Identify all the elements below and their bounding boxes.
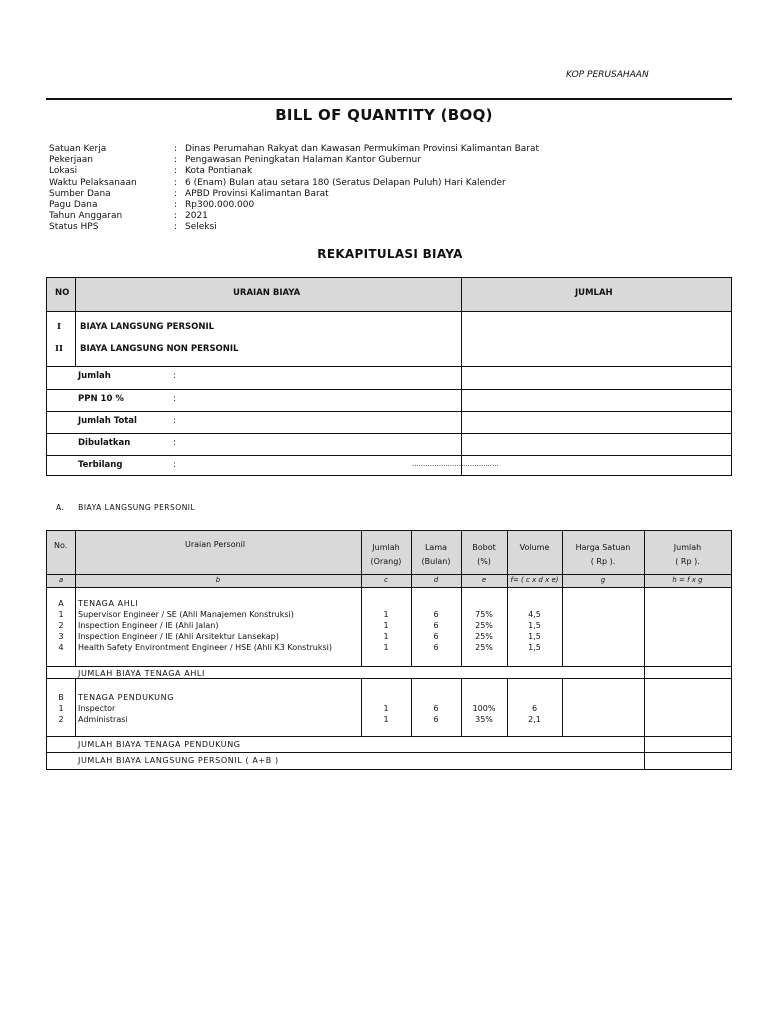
grand-total-personil: JUMLAH BIAYA LANGSUNG PERSONIL ( A+B ) — [78, 756, 279, 765]
info-sep: : — [174, 200, 178, 211]
row-no: 4 — [58, 643, 64, 652]
row-orang: 1 — [383, 715, 389, 724]
info-value: Pengawasan Peningkatan Halaman Kantor Gubernur — [185, 155, 421, 166]
pers-header-harga-unit: ( Rp ). — [590, 557, 616, 566]
code-c: c — [384, 576, 388, 584]
code-f: f= ( c x d x e) — [510, 576, 559, 584]
info-row — [49, 155, 539, 166]
kop-perusahaan: KOP PERUSAHAAN — [566, 70, 649, 80]
pers-col-divider — [75, 531, 76, 667]
info-label: Pekerjaan — [49, 155, 94, 166]
pers-header-lama-unit: (Bulan) — [421, 557, 451, 566]
row-bobot: 25% — [475, 632, 493, 641]
info-label: Lokasi — [49, 166, 78, 177]
recap-item-no: I — [57, 322, 61, 332]
pers-header-jumlahrp: Jumlah — [673, 543, 702, 552]
recap-item-label: BIAYA LANGSUNG PERSONIL — [80, 322, 215, 332]
row-volume: 1,5 — [528, 632, 541, 641]
info-label: Pagu Dana — [49, 200, 98, 211]
pers-header-jumlahrp-unit: ( Rp ). — [675, 557, 700, 566]
info-row — [49, 222, 539, 233]
row-bulan: 6 — [433, 704, 439, 713]
pers-header-uraian: Uraian Personil — [185, 540, 246, 549]
info-value: Seleksi — [185, 222, 217, 233]
pers-row-divider — [47, 678, 731, 679]
row-no: 2 — [58, 621, 64, 630]
personnel-table — [46, 530, 732, 770]
row-bulan: 6 — [433, 643, 439, 652]
row-name: Supervisor Engineer / SE (Ahli Manajemen Konstruksi) — [78, 610, 294, 619]
recap-total-label: PPN 10 % — [78, 394, 124, 404]
info-sep: : — [174, 166, 178, 177]
row-orang: 1 — [383, 643, 389, 652]
row-bobot: 75% — [475, 610, 493, 619]
info-sep: : — [174, 222, 178, 233]
code-d: d — [433, 576, 439, 584]
group-a-title: TENAGA AHLI — [78, 599, 139, 608]
pers-header-bobot: Bobot — [472, 543, 496, 552]
pers-header-lama: Lama — [424, 543, 448, 552]
terbilang-dots: ....................................... — [412, 460, 499, 468]
recap-total-label: Dibulatkan — [78, 438, 131, 448]
row-volume: 1,5 — [528, 643, 541, 652]
recap-total-label: Jumlah Total — [78, 416, 137, 426]
group-a-code: A — [58, 599, 64, 608]
recap-header-no: NO — [55, 288, 70, 298]
row-orang: 1 — [383, 621, 389, 630]
row-no: 2 — [58, 715, 64, 724]
row-bobot: 25% — [475, 621, 493, 630]
row-name: Inspector — [78, 704, 116, 713]
code-g: g — [600, 576, 606, 584]
info-sep: : — [174, 144, 178, 154]
info-row — [49, 200, 539, 211]
recap-row-divider — [47, 455, 731, 456]
recap-header-jumlah: JUMLAH — [575, 288, 613, 298]
code-a: a — [58, 576, 64, 584]
row-bulan: 6 — [433, 610, 439, 619]
info-value: 6 (Enam) Bulan atau setara 180 (Seratus Delapan Puluh) Hari Kalender — [185, 177, 506, 188]
info-row — [49, 178, 539, 189]
recap-row-divider — [47, 366, 731, 367]
pers-header-harga: Harga Satuan — [575, 543, 631, 552]
row-bobot: 25% — [475, 643, 493, 652]
header-divider — [46, 98, 732, 100]
code-b: b — [215, 576, 221, 584]
recap-item-label: BIAYA LANGSUNG NON PERSONIL — [80, 344, 239, 354]
row-volume: 1,5 — [528, 621, 541, 630]
recap-header — [47, 278, 731, 312]
recap-total-sep: : — [173, 371, 176, 381]
info-value: Rp300.000.000 — [185, 200, 255, 211]
recap-total-sep: : — [173, 460, 176, 470]
code-e: e — [481, 576, 487, 584]
section-a-title: BIAYA LANGSUNG PERSONIL — [78, 503, 196, 512]
row-no: 3 — [58, 632, 64, 641]
recap-item-no: II — [55, 344, 63, 354]
pers-header-no: No. — [54, 541, 68, 550]
row-orang: 1 — [383, 610, 389, 619]
recap-row-divider — [47, 411, 731, 412]
row-name: Inspection Engineer / IE (Ahli Jalan) — [78, 621, 219, 630]
pers-header-bobot-unit: (%) — [477, 557, 491, 566]
row-orang: 1 — [383, 704, 389, 713]
section-a-letter: A. — [56, 503, 65, 512]
pers-header-volume: Volume — [519, 543, 550, 552]
section-a-heading — [56, 503, 195, 512]
row-name: Inspection Engineer / IE (Ahli Arsitektur Lansekap) — [78, 632, 279, 641]
info-label: Satuan Kerja — [49, 144, 107, 154]
pers-row-divider — [47, 587, 731, 588]
row-volume: 4,5 — [528, 610, 541, 619]
info-sep: : — [174, 155, 178, 166]
row-no: 1 — [58, 704, 64, 713]
recap-total-sep: : — [173, 416, 176, 426]
info-label: Status HPS — [49, 222, 99, 233]
pers-row-divider — [47, 752, 731, 753]
pers-col-divider — [562, 679, 563, 737]
info-row — [49, 211, 539, 222]
row-name: Health Safety Environtment Engineer / HSE (Ahli K3 Konstruksi) — [78, 643, 332, 652]
pers-row-divider — [47, 736, 731, 737]
recap-title: REKAPITULASI BIAYA — [317, 247, 463, 261]
recap-row-divider — [47, 433, 731, 434]
group-b-title: TENAGA PENDUKUNG — [78, 693, 175, 702]
subtotal-tenaga-ahli: JUMLAH BIAYA TENAGA AHLI — [78, 669, 205, 678]
recap-header-uraian: URAIAN BIAYA — [233, 288, 301, 298]
recap-total-label: Jumlah — [78, 371, 111, 381]
row-orang: 1 — [383, 632, 389, 641]
row-volume: 6 — [531, 704, 538, 713]
recap-total-label: Terbilang — [78, 460, 123, 470]
pers-header-jumlah: Jumlah — [372, 543, 400, 552]
project-info — [49, 144, 539, 234]
code-h: h = f x g — [672, 576, 703, 584]
info-value: 2021 — [185, 211, 208, 222]
info-sep: : — [174, 177, 178, 188]
recap-total-sep: : — [173, 394, 176, 404]
subtotal-tenaga-pendukung: JUMLAH BIAYA TENAGA PENDUKUNG — [78, 740, 241, 749]
row-bulan: 6 — [433, 632, 439, 641]
recap-col-divider — [461, 278, 462, 475]
recap-col-divider — [75, 278, 76, 367]
info-value: APBD Provinsi Kalimantan Barat — [185, 188, 329, 199]
info-sep: : — [174, 211, 178, 222]
info-label: Sumber Dana — [49, 188, 111, 199]
row-bulan: 6 — [433, 715, 439, 724]
info-label: Tahun Anggaran — [49, 211, 123, 222]
pers-header-jumlah-unit: (Orang) — [370, 557, 402, 566]
pers-row-divider — [47, 574, 731, 575]
info-value: Kota Pontianak — [185, 166, 253, 177]
pers-col-divider — [75, 679, 76, 737]
info-row — [49, 144, 539, 155]
row-no: 1 — [58, 610, 64, 619]
info-label: Waktu Pelaksanaan — [49, 177, 137, 188]
recap-table — [46, 277, 732, 476]
pers-col-divider — [644, 531, 645, 769]
group-b-code: B — [58, 693, 64, 702]
info-value: Dinas Perumahan Rakyat dan Kawasan Permukiman Provinsi Kalimantan Barat — [185, 144, 540, 154]
page-title: BILL OF QUANTITY (BOQ) — [275, 106, 493, 124]
row-bobot: 35% — [475, 715, 493, 724]
row-volume: 2,1 — [528, 715, 541, 724]
pers-row-divider — [47, 666, 731, 667]
row-bulan: 6 — [433, 621, 439, 630]
row-name: Administrasi — [78, 715, 128, 724]
info-row — [49, 189, 539, 200]
info-row — [49, 166, 539, 177]
row-bobot: 100% — [472, 704, 496, 713]
recap-row-divider — [47, 389, 731, 390]
info-sep: : — [174, 188, 178, 199]
recap-total-sep: : — [173, 438, 176, 448]
